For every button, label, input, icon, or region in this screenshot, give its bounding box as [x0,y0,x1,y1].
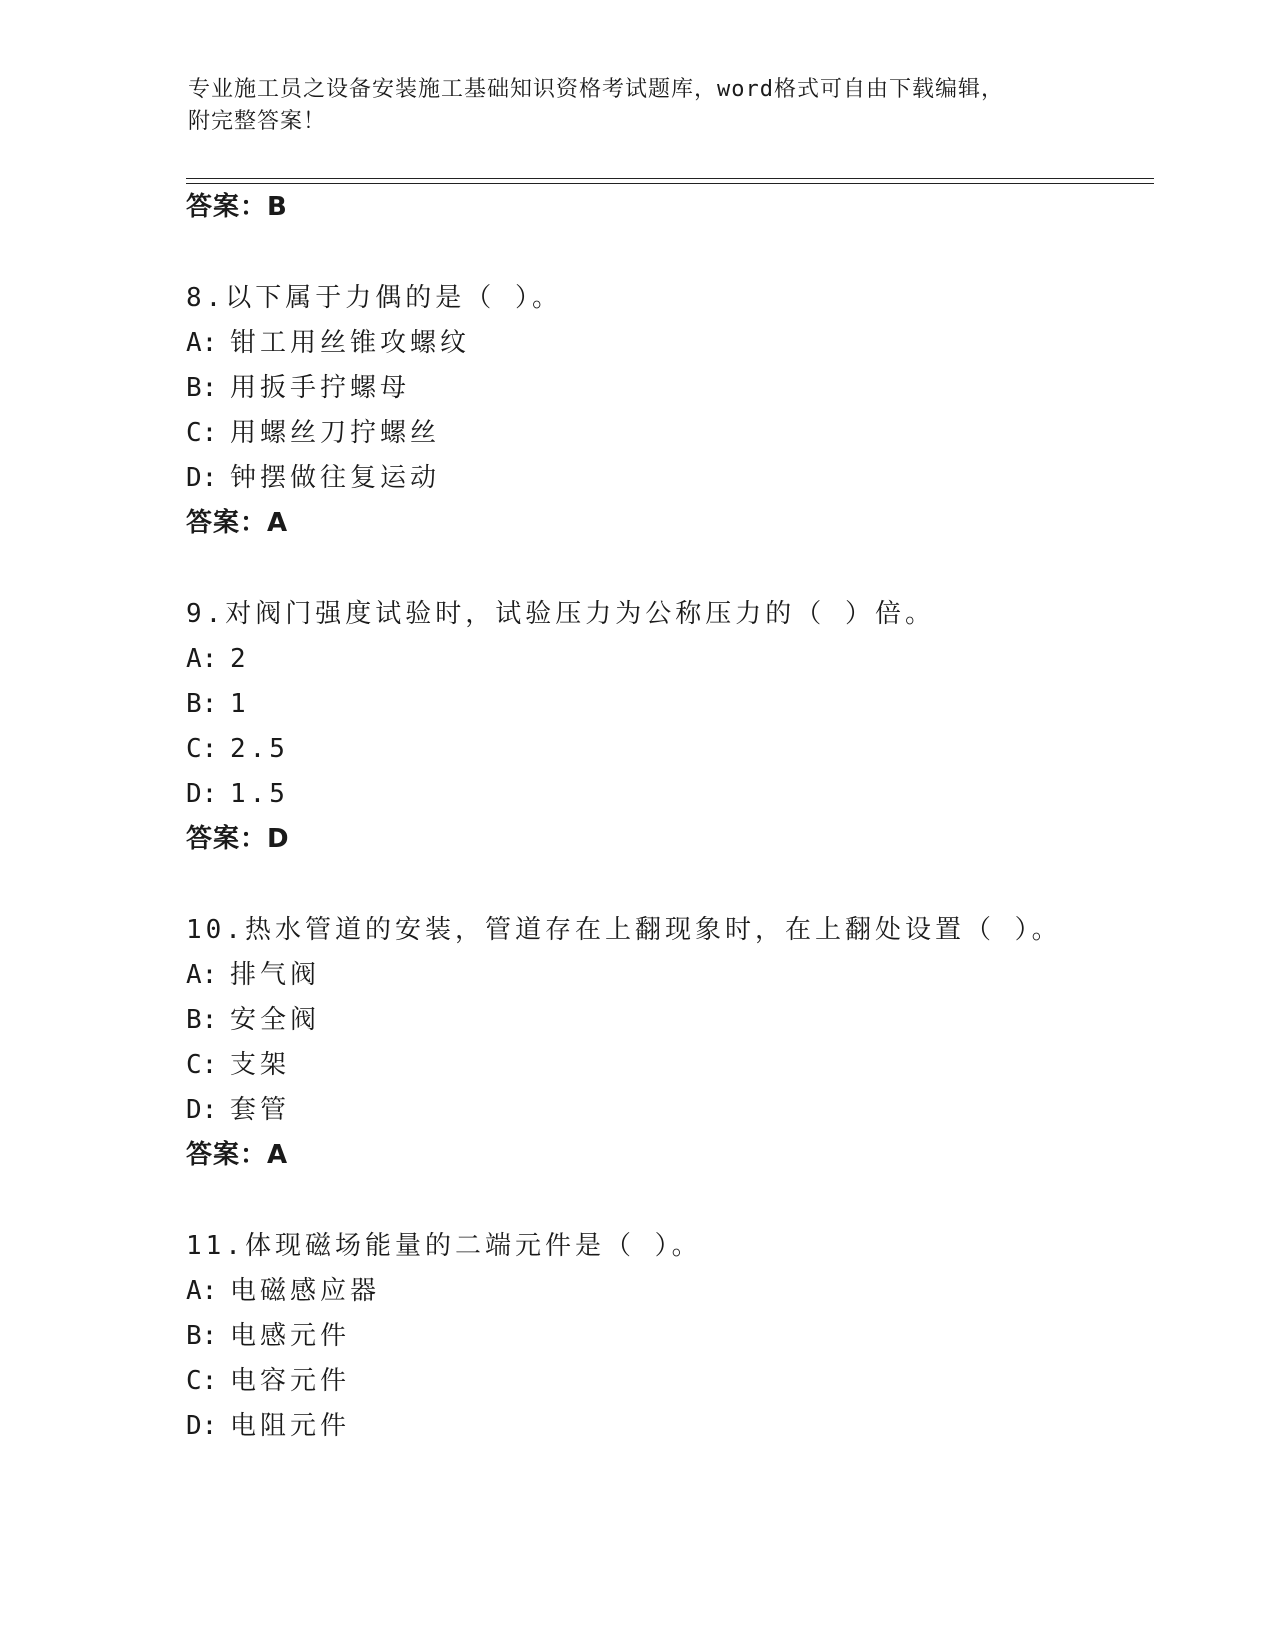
header-divider-top [186,178,1154,179]
option-letter: D: [186,1411,218,1441]
option-text: 电阻元件 [230,1411,351,1441]
document-header [188,74,1088,138]
option-d [186,777,289,811]
option-a [186,1274,380,1308]
option-b [186,687,250,721]
option-text: 电磁感应器 [230,1276,381,1306]
option-text: 2.5 [230,734,289,764]
option-text: 用扳手拧螺母 [230,373,411,403]
option-letter: B: [186,1321,218,1351]
option-text: 电感元件 [230,1321,351,1351]
option-a [186,642,250,676]
option-c [186,1364,350,1398]
option-d [186,461,440,495]
option-c [186,416,440,450]
option-letter: A: [186,960,218,990]
option-a [186,326,470,360]
answer-line: 答案：A [186,1140,289,1170]
option-letter: D: [186,1095,218,1125]
question-stem: 10.热水管道的安装，管道存在上翻现象时，在上翻处设置（ ）。 [186,915,1062,945]
option-letter: C: [186,1050,218,1080]
option-letter: B: [186,373,218,403]
option-b [186,1003,320,1037]
option-letter: A: [186,1276,218,1306]
option-d [186,1093,290,1127]
option-letter: C: [186,418,218,448]
question-stem: 11.体现磁场能量的二端元件是（ ）。 [186,1231,702,1261]
question-stem: 9.对阀门强度试验时，试验压力为公称压力的（ ）倍。 [186,599,935,629]
header-line-2: 附完整答案！ [188,109,327,134]
option-letter: C: [186,734,218,764]
header-line-1: 专业施工员之设备安装施工基础知识资格考试题库，word格式可自由下载编辑， [188,77,1004,102]
option-text: 电容元件 [230,1366,351,1396]
option-letter: B: [186,689,218,719]
option-text: 1.5 [230,779,289,809]
option-letter: D: [186,779,218,809]
option-c [186,1048,290,1082]
option-b [186,1319,350,1353]
option-text: 钟摆做往复运动 [230,463,441,493]
option-text: 钳工用丝锥攻螺纹 [230,328,471,358]
answer-line: 答案：B [186,192,288,222]
answer-line: 答案：D [186,824,290,854]
answer-line: 答案：A [186,508,289,538]
option-letter: C: [186,1366,218,1396]
option-letter: A: [186,328,218,358]
option-text: 用螺丝刀拧螺丝 [230,418,441,448]
option-c [186,732,289,766]
option-letter: D: [186,463,218,493]
option-letter: A: [186,644,218,674]
option-text: 套管 [230,1095,291,1125]
option-b [186,371,410,405]
question-stem: 8.以下属于力偶的是（ ）。 [186,283,562,313]
option-d [186,1409,350,1443]
option-text: 排气阀 [230,960,321,990]
header-divider-bottom [186,183,1154,184]
option-letter: B: [186,1005,218,1035]
option-text: 支架 [230,1050,291,1080]
option-text: 1 [230,689,250,719]
option-text: 安全阀 [230,1005,321,1035]
option-text: 2 [230,644,250,674]
option-a [186,958,320,992]
